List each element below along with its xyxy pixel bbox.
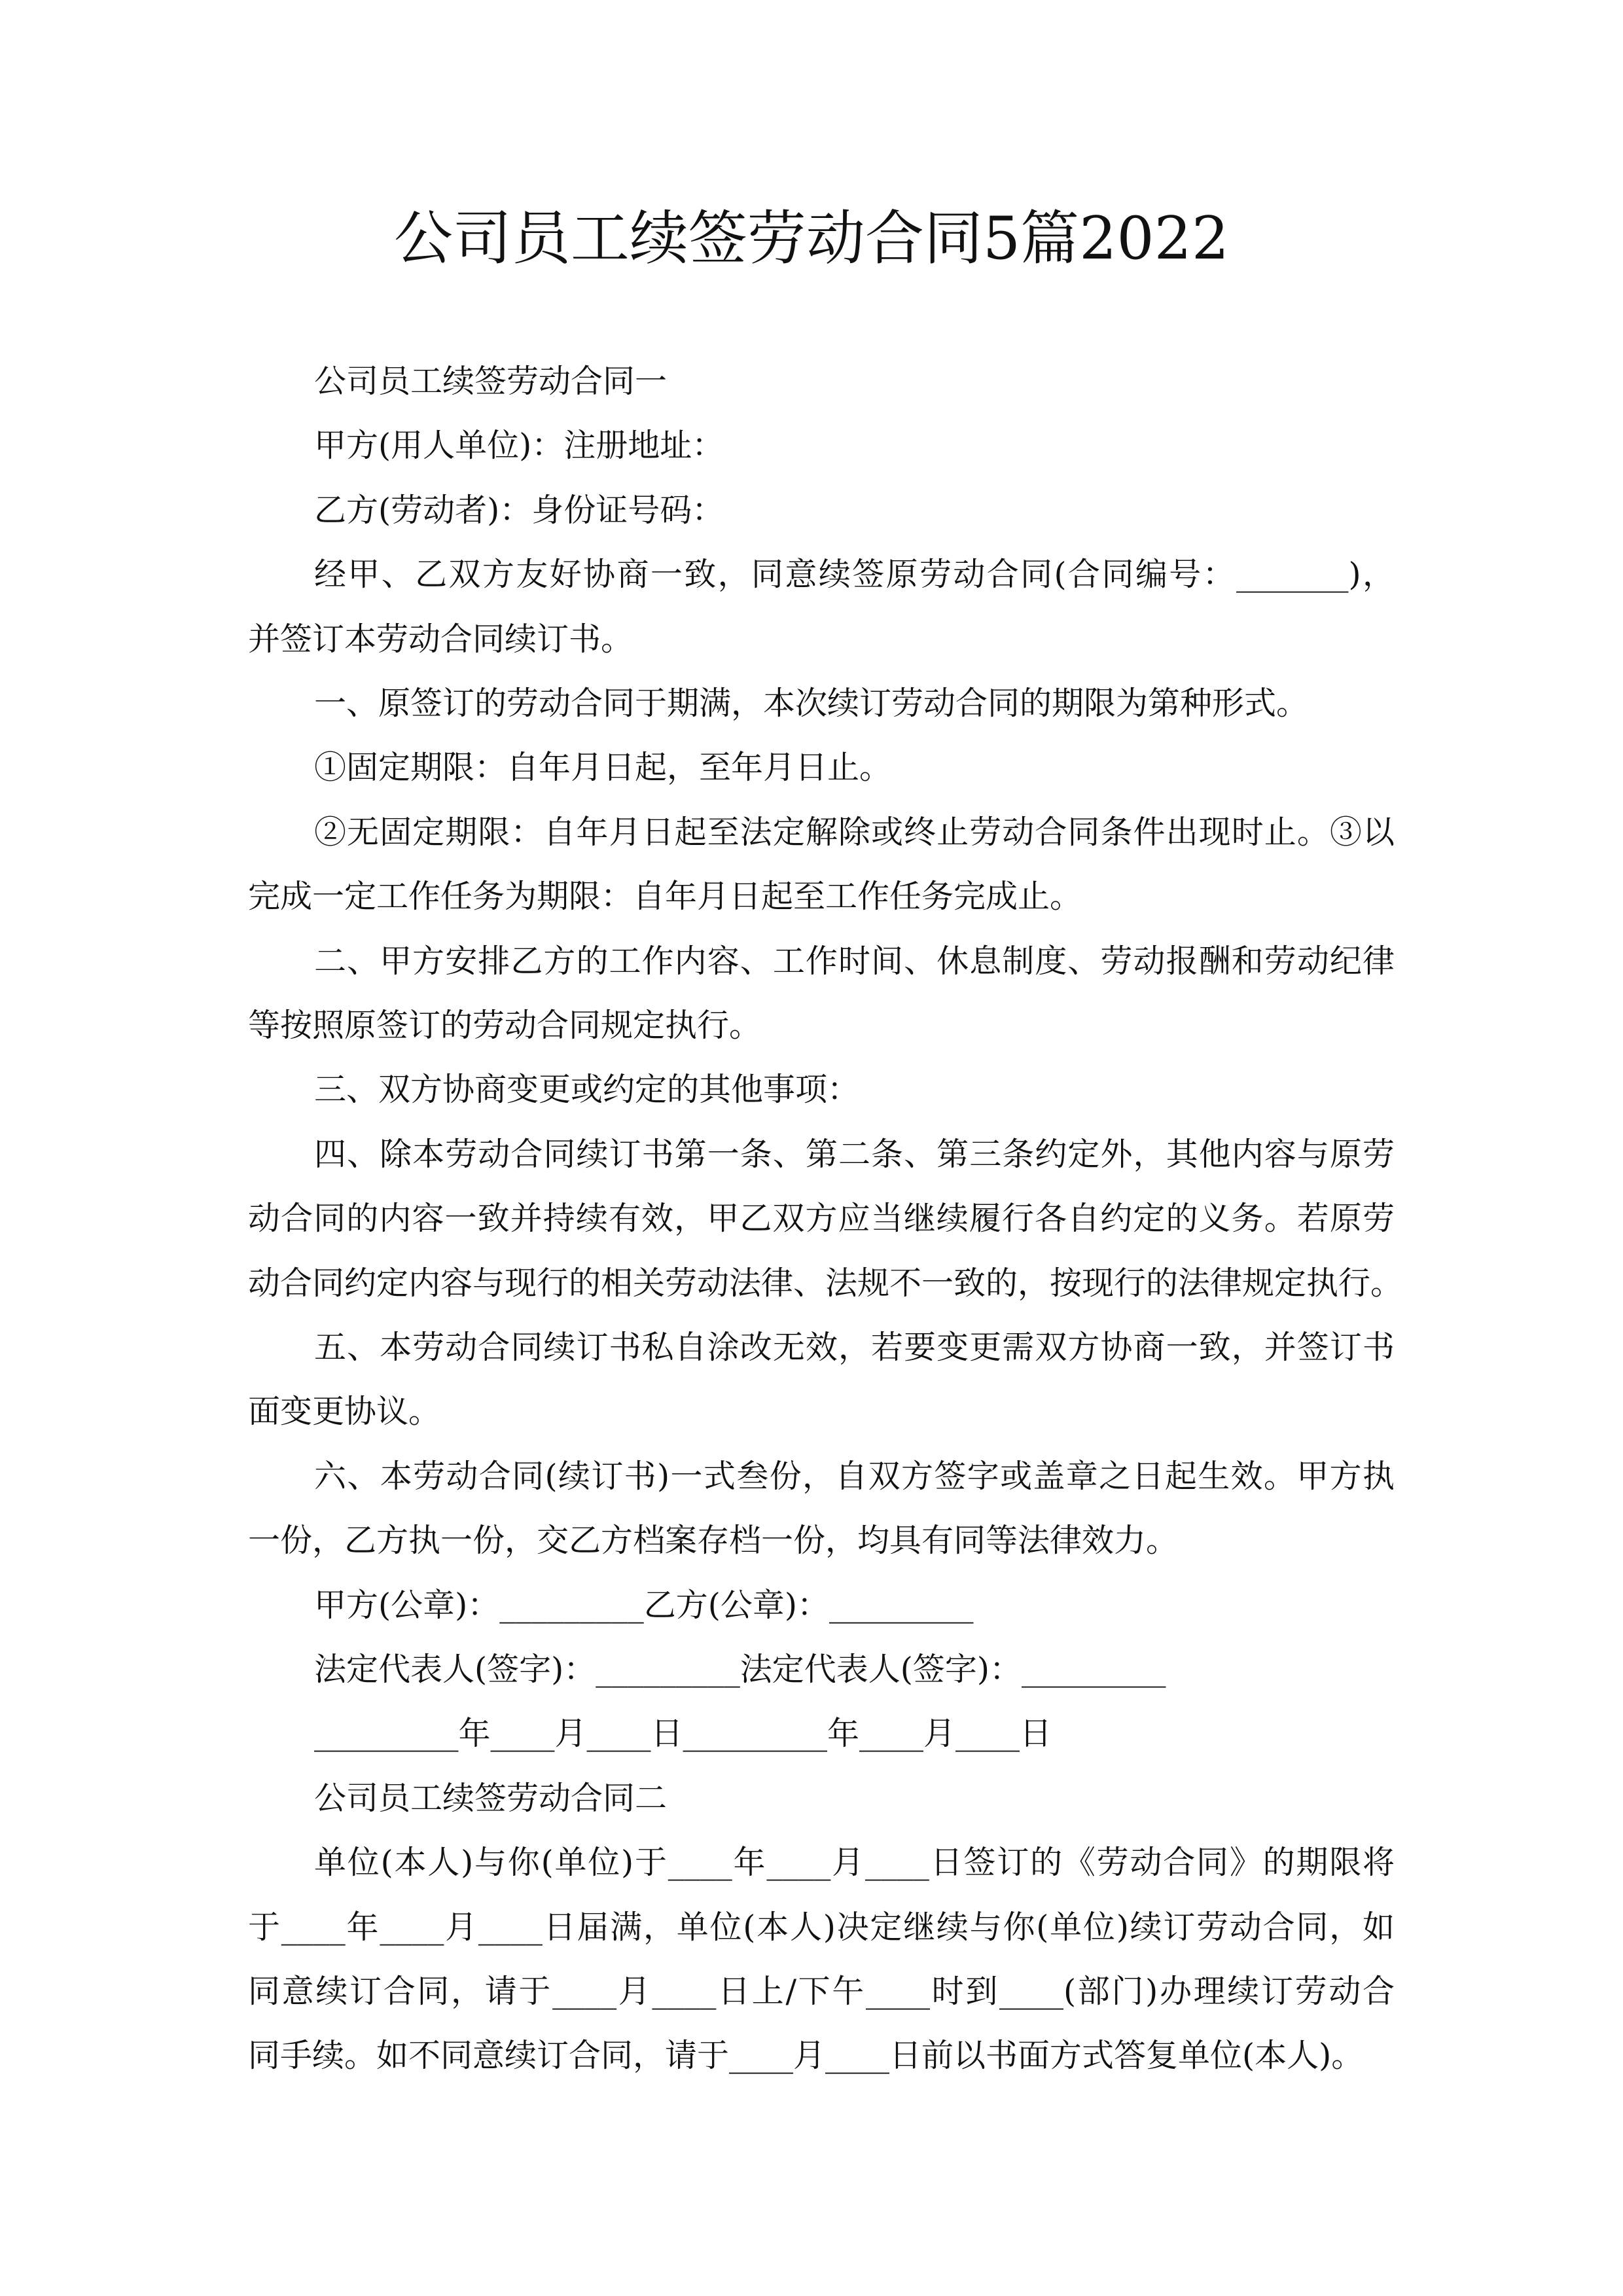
paragraph-line: 等按照原签订的劳动合同规定执行。 bbox=[248, 1007, 762, 1044]
paragraph-line-first: 三、双方协商变更或约定的其他事项： bbox=[314, 1071, 860, 1109]
paragraph-line-first: 甲方(公章)：_________乙方(公章)：_________ bbox=[314, 1586, 974, 1624]
paragraph-line-first: 五、本劳动合同续订书私自涂改无效，若要变更需双方协商一致，并签订书 bbox=[314, 1329, 1395, 1366]
paragraph-line-first: 单位(本人)与你(单位)于____年____月____日签订的《劳动合同》的期限将 bbox=[314, 1844, 1395, 1882]
paragraph-line: 一份，乙方执一份，交乙方档案存档一份，均具有同等法律效力。 bbox=[248, 1522, 1179, 1560]
paragraph-line-first: 甲方(用人单位)：注册地址： bbox=[314, 427, 724, 465]
paragraph-line-first: 二、甲方安排乙方的工作内容、工作时间、休息制度、劳动报酬和劳动纪律 bbox=[314, 942, 1395, 980]
paragraph-line-first: 四、除本劳动合同续订书第一条、第二条、第三条约定外，其他内容与原劳 bbox=[314, 1135, 1395, 1173]
paragraph-line-first: 法定代表人(签字)：_________法定代表人(签字)：_________ bbox=[314, 1651, 1166, 1688]
paragraph-line-first: 经甲、乙双方友好协商一致，同意续签原劳动合同(合同编号：_______)， bbox=[314, 556, 1395, 594]
paragraph-line: 完成一定工作任务为期限：自年月日起至工作任务完成止。 bbox=[248, 878, 1082, 916]
document-title: 公司员工续签劳动合同5篇2022 bbox=[393, 204, 1230, 273]
paragraph-line-first: 公司员工续签劳动合同二 bbox=[314, 1779, 668, 1817]
paragraph-line-first: 公司员工续签劳动合同一 bbox=[314, 363, 668, 400]
paragraph-line-first: 一、原签订的劳动合同于期满，本次续订劳动合同的期限为第种形式。 bbox=[314, 685, 1309, 722]
paragraph-line: 面变更协议。 bbox=[248, 1393, 441, 1431]
paragraph-line-first: ①固定期限：自年月日起，至年月日止。 bbox=[314, 749, 892, 787]
paragraph-line: 同意续订合同，请于____月____日上/下午____时到____(部门)办理续订劳动合 bbox=[248, 1973, 1395, 2010]
paragraph-line: 同手续。如不同意续订合同，请于____月____日前以书面方式答复单位(本人)。 bbox=[248, 2037, 1364, 2075]
paragraph-line-first: _________年____月____日_________年____月____日 bbox=[314, 1715, 1052, 1753]
paragraph-line-first: 乙方(劳动者)：身份证号码： bbox=[314, 491, 724, 529]
paragraph-line-first: ②无固定期限：自年月日起至法定解除或终止劳动合同条件出现时止。③以 bbox=[314, 813, 1395, 851]
paragraph-line: 于____年____月____日届满，单位(本人)决定继续与你(单位)续订劳动合同，如 bbox=[248, 1908, 1395, 1946]
paragraph-line: 动合同的内容一致并持续有效，甲乙双方应当继续履行各自约定的义务。若原劳 bbox=[248, 1200, 1395, 1238]
paragraph-line: 动合同约定内容与现行的相关劳动法律、法规不一致的，按现行的法律规定执行。 bbox=[248, 1264, 1403, 1302]
paragraph-line-first: 六、本劳动合同(续订书)一式叁份，自双方签字或盖章之日起生效。甲方执 bbox=[314, 1457, 1395, 1495]
paragraph-line: 并签订本劳动合同续订书。 bbox=[248, 620, 633, 658]
